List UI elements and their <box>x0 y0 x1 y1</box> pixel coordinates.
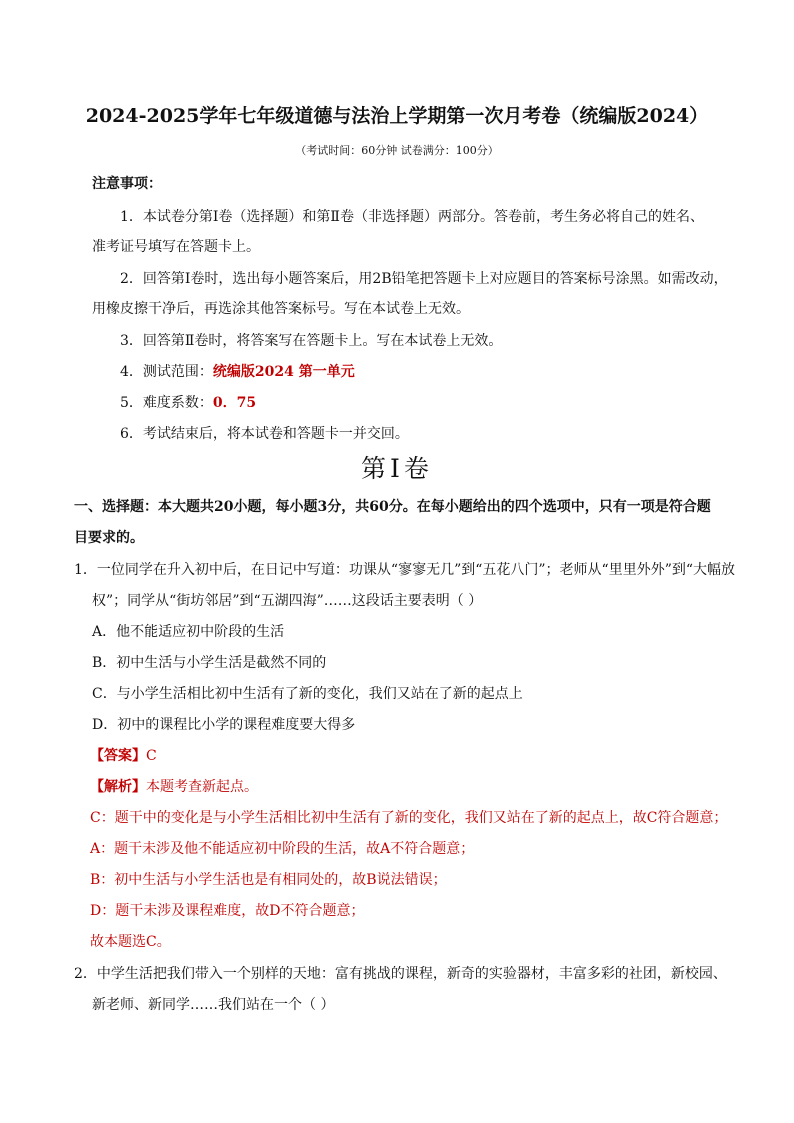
q1-analysis-c: C：题干中的变化是与小学生活相比初中生活有了新的变化，我们又站在了新的起点上，故C符合题意； <box>90 810 728 826</box>
notes-heading: 注意事项： <box>92 176 162 192</box>
answer-value: C <box>146 748 157 764</box>
note-5-label: 5．难度系数： <box>120 395 213 411</box>
q1-analysis-conclusion: 故本题选C。 <box>90 934 171 950</box>
exam-title: 2024-2025学年七年级道德与法治上学期第一次月考卷（统编版2024） <box>85 105 709 127</box>
exam-subtitle: （考试时间：60分钟 试卷满分：100分） <box>295 144 499 157</box>
q1-analysis-a: A：题干未涉及他不能适应初中阶段的生活，故A不符合题意； <box>90 841 475 857</box>
section1-line-2: 目要求的。 <box>74 530 144 546</box>
note-2-line-2: 用橡皮擦干净后，再选涂其他答案标号。写在本试卷上无效。 <box>92 301 470 317</box>
note-3: 3．回答第Ⅱ卷时，将答案写在答题卡上。写在本试卷上无效。 <box>120 333 503 349</box>
answer-label: 【答案】 <box>90 748 146 764</box>
part-title: 第Ⅰ卷 <box>361 454 433 483</box>
q1-analysis <box>90 777 258 797</box>
note-1-line-2: 准考证号填写在答题卡上。 <box>92 239 260 255</box>
note-6: 6．考试结束后，将本试卷和答题卡一并交回。 <box>120 426 409 442</box>
q2-stem-line-2: 新老师、新同学……我们站在一个（ ） <box>92 997 335 1013</box>
q1-option-a: A．他不能适应初中阶段的生活 <box>92 624 285 640</box>
q1-answer <box>90 746 157 766</box>
note-4-label: 4．测试范围： <box>120 364 213 380</box>
q1-option-b: B．初中生活与小学生活是截然不同的 <box>92 655 327 671</box>
note-4 <box>120 362 355 382</box>
analysis-intro: 本题考查新起点。 <box>146 779 258 795</box>
q1-analysis-b: B：初中生活与小学生活也是有相同处的，故B说法错误； <box>90 872 447 888</box>
note-5-value: 0．75 <box>212 395 257 411</box>
q1-option-d: D．初中的课程比小学的课程难度要大得多 <box>92 717 356 733</box>
q1-stem-line-1: 1．一位同学在升入初中后，在日记中写道：功课从“寥寥无几”到“五花八门”；老师从“里里外外”到“大幅放 <box>74 562 736 578</box>
q1-stem-line-2: 权”；同学从“街坊邻居”到“五湖四海”……这段话主要表明（ ） <box>92 593 483 609</box>
analysis-label: 【解析】 <box>90 779 146 795</box>
section1-line-1: 一、选择题：本大题共20小题，每小题3分，共60分。在每小题给出的四个选项中，只有一项是符合题 <box>74 499 711 515</box>
note-5 <box>120 393 256 413</box>
q1-analysis-d: D：题干未涉及课程难度，故D不符合题意； <box>90 903 365 919</box>
note-2-line-1: 2．回答第Ⅰ卷时，选出每小题答案后，用2B铅笔把答题卡上对应题目的答案标号涂黑。如需改动， <box>120 271 728 287</box>
note-1-line-1: 1．本试卷分第Ⅰ卷（选择题）和第Ⅱ卷（非选择题）两部分。答卷前，考生务必将自己的姓名、 <box>120 209 704 225</box>
note-4-value: 统编版2024 第一单元 <box>212 364 355 380</box>
q1-option-c: C．与小学生活相比初中生活有了新的变化，我们又站在了新的起点上 <box>92 686 523 702</box>
q2-stem-line-1: 2．中学生活把我们带入一个别样的天地：富有挑战的课程，新奇的实验器材，丰富多彩的社团，新校园、 <box>74 966 727 982</box>
